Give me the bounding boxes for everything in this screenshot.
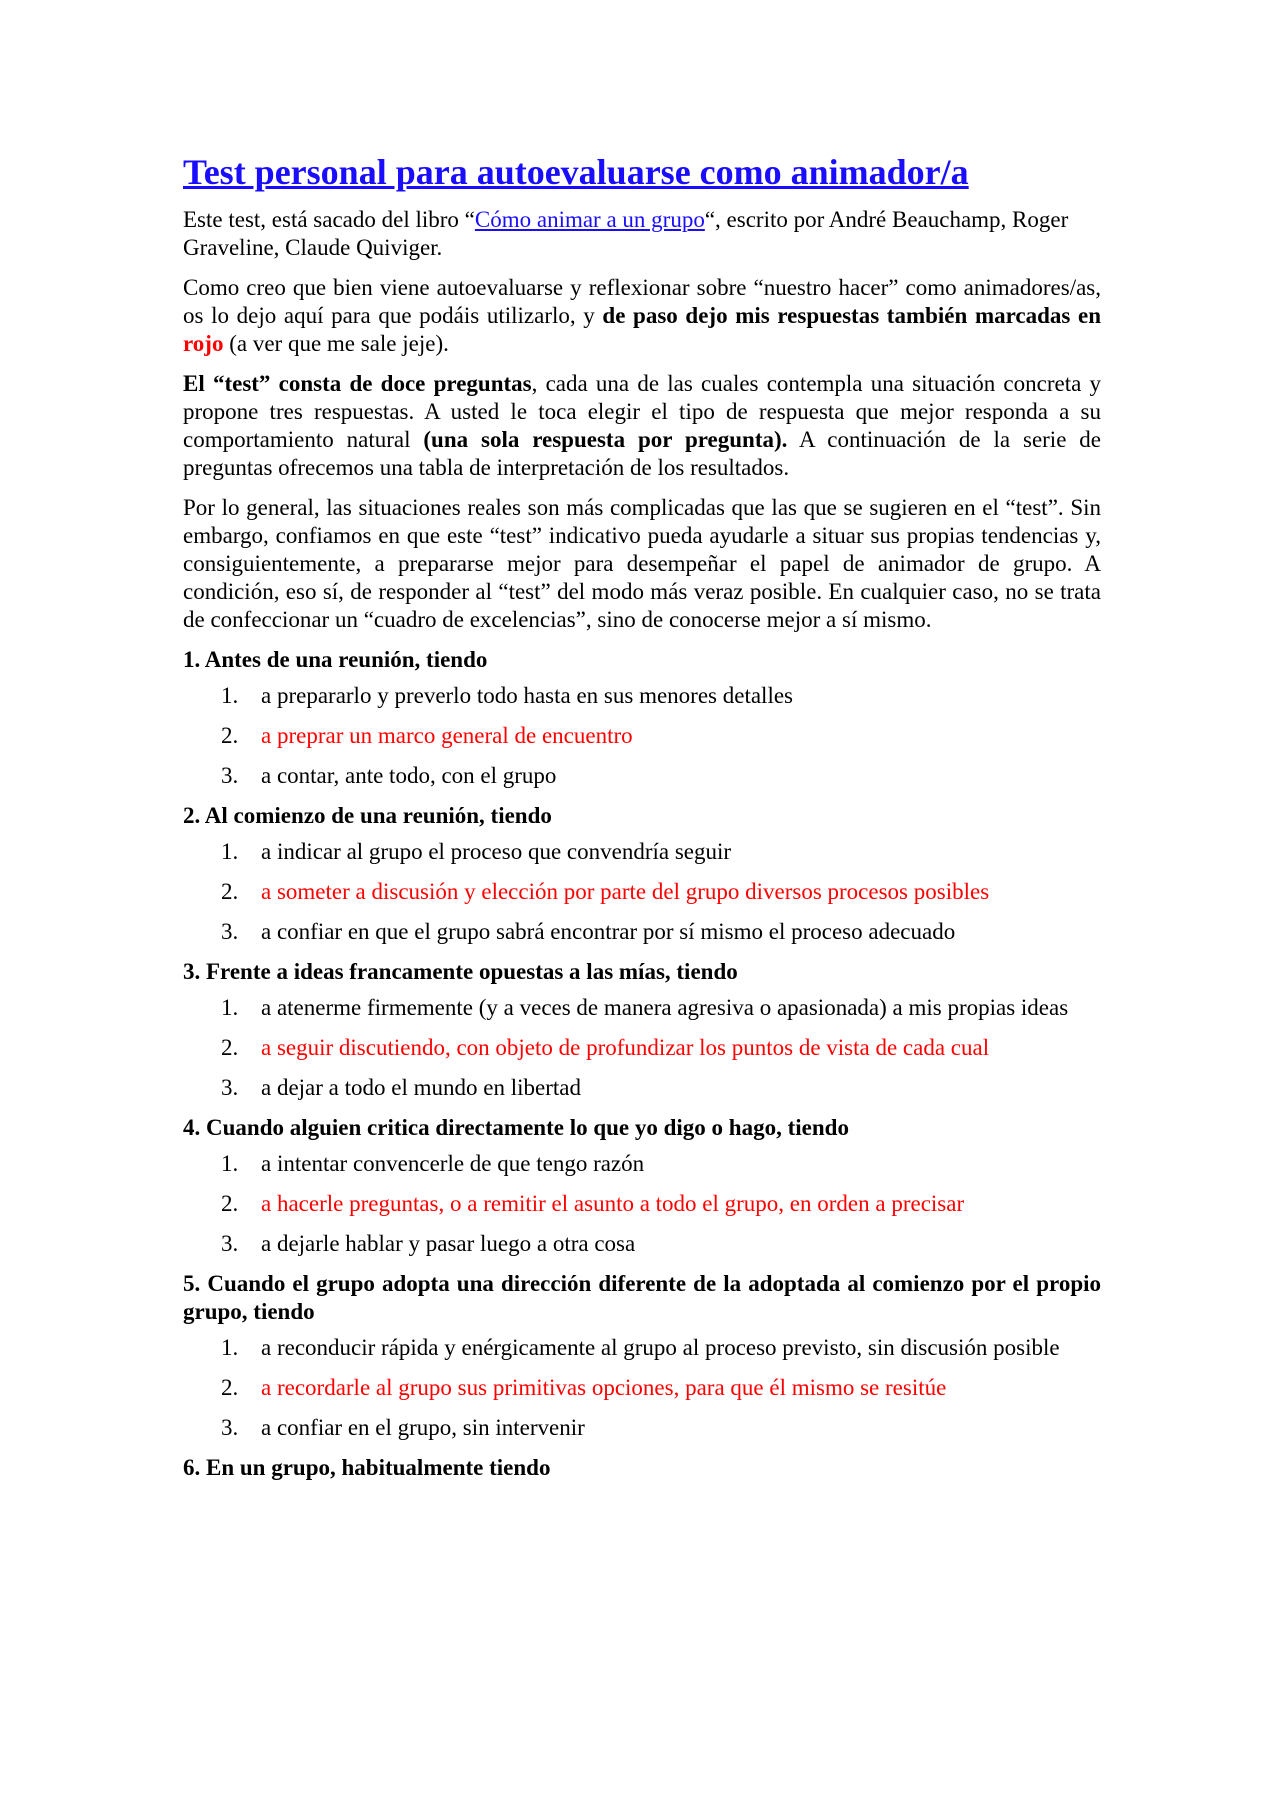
answer-list-5 xyxy=(183,1334,1101,1442)
answer-text: a prepararlo y preverlo todo hasta en sus menores detalles xyxy=(261,683,793,708)
answer-item-selected xyxy=(183,1034,1101,1062)
intro-text: A continuación de la serie de preguntas ofrecemos una tabla de interpretación de los resultados. xyxy=(183,427,1102,480)
intro-bold-text: El “test” consta de doce preguntas xyxy=(183,371,532,396)
question-2: 2. Al comienzo de una reunión, tiendo xyxy=(183,803,552,828)
answer-item-selected xyxy=(183,1190,1101,1218)
answer-text: a recordarle al grupo sus primitivas opciones, para que él mismo se resitúe xyxy=(261,1375,947,1400)
answer-text: a reconducir rápida y enérgicamente al grupo al proceso previsto, sin discusión posible xyxy=(261,1335,1060,1360)
answer-item xyxy=(183,1074,1101,1102)
answer-text: a hacerle preguntas, o a remitir el asunto a todo el grupo, en orden a precisar xyxy=(261,1191,965,1216)
answer-number: 1. xyxy=(221,839,239,864)
intro-bold-text: (una sola respuesta por pregunta). xyxy=(423,427,788,452)
answer-item-selected xyxy=(183,878,1101,906)
intro-text: Este test, está sacado del libro “ xyxy=(183,207,475,232)
answer-number: 1. xyxy=(221,683,239,708)
answer-text: a contar, ante todo, con el grupo xyxy=(261,763,557,788)
book-link[interactable]: Cómo animar a un grupo xyxy=(474,207,705,232)
intro-paragraph-4: Por lo general, las situaciones reales son más complicadas que las que se sugieren en el “test”. Sin embargo, confiamos en que este “test” indicativo pueda ayudarle a situar sus propias tendencias y, consiguientemente, a prepararse mejor para desempeñar el papel de animador de grupo. A condición, eso sí, de responder al “test” del modo más veraz posible. En cualquier caso, no se trata de confeccionar un “cuadro de excelencias”, sino de conocerse mejor a sí mismo. xyxy=(183,495,1101,632)
question-5: 5. Cuando el grupo adopta una dirección diferente de la adoptada al comienzo por el propio grupo, tiendo xyxy=(183,1271,1101,1324)
question-3: 3. Frente a ideas francamente opuestas a las mías, tiendo xyxy=(183,959,738,984)
question-1: 1. Antes de una reunión, tiendo xyxy=(183,647,488,672)
intro-text: , cada una de las cuales contempla una situación concreta y propone tres respuestas. A usted le toca elegir el tipo de respuesta que mejor responda a su comportamiento natural xyxy=(183,371,1102,452)
answer-number: 3. xyxy=(221,763,239,788)
question-4: 4. Cuando alguien critica directamente lo que yo digo o hago, tiendo xyxy=(183,1115,849,1140)
answer-list-2 xyxy=(183,838,1101,946)
answer-number: 3. xyxy=(221,1075,239,1100)
answer-list-1 xyxy=(183,682,1101,790)
answer-item xyxy=(183,1334,1101,1362)
answer-number: 2. xyxy=(221,723,239,748)
answer-text: a confiar en el grupo, sin intervenir xyxy=(261,1415,585,1440)
answer-item xyxy=(183,1230,1101,1258)
answer-text: a someter a discusión y elección por parte del grupo diversos procesos posibles xyxy=(261,879,990,904)
answer-number: 2. xyxy=(221,1375,239,1400)
answer-text: a indicar al grupo el proceso que convendría seguir xyxy=(261,839,732,864)
answer-number: 2. xyxy=(221,879,239,904)
answer-item xyxy=(183,838,1101,866)
answer-item xyxy=(183,762,1101,790)
intro-paragraph-2 xyxy=(183,274,1101,358)
answer-list-4 xyxy=(183,1150,1101,1258)
answer-item-selected xyxy=(183,722,1101,750)
title-link[interactable]: Test personal para autoevaluarse como animador/a xyxy=(183,152,969,192)
answer-number: 3. xyxy=(221,1415,239,1440)
intro-text: (a ver que me sale jeje). xyxy=(223,331,449,356)
intro-paragraph-3 xyxy=(183,370,1101,482)
answer-number: 2. xyxy=(221,1035,239,1060)
intro-bold-text: de paso dejo mis respuestas también marcadas en xyxy=(602,303,1101,328)
answer-item xyxy=(183,918,1101,946)
answer-number: 3. xyxy=(221,1231,239,1256)
answer-number: 1. xyxy=(221,995,239,1020)
answer-text: a atenerme firmemente (y a veces de manera agresiva o apasionada) a mis propias ideas xyxy=(261,995,1069,1020)
answer-item xyxy=(183,682,1101,710)
answer-number: 2. xyxy=(221,1191,239,1216)
answer-text: a dejar a todo el mundo en libertad xyxy=(261,1075,581,1100)
answer-text: a intentar convencerle de que tengo razón xyxy=(261,1151,645,1176)
answer-number: 3. xyxy=(221,919,239,944)
document-page xyxy=(183,150,1101,1490)
answer-number: 1. xyxy=(221,1151,239,1176)
intro-text: Como creo que bien viene autoevaluarse y reflexionar sobre “nuestro hacer” como animadores/as, os lo dejo aquí para que podáis utilizarlo, y xyxy=(183,275,1101,328)
page-title xyxy=(183,150,1101,194)
intro-text: “, escrito por André Beauchamp, Roger Graveline, Claude Quiviger. xyxy=(183,207,1069,260)
answer-item xyxy=(183,1150,1101,1178)
answer-number: 1. xyxy=(221,1335,239,1360)
answer-text: a preprar un marco general de encuentro xyxy=(261,723,633,748)
answer-list-3 xyxy=(183,994,1101,1102)
question-6: 6. En un grupo, habitualmente tiendo xyxy=(183,1455,551,1480)
answer-item xyxy=(183,1414,1101,1442)
intro-paragraph-1 xyxy=(183,206,1101,262)
answer-text: a dejarle hablar y pasar luego a otra cosa xyxy=(261,1231,636,1256)
red-word: rojo xyxy=(183,331,224,356)
answer-item xyxy=(183,994,1101,1022)
answer-text: a confiar en que el grupo sabrá encontrar por sí mismo el proceso adecuado xyxy=(261,919,956,944)
answer-item-selected xyxy=(183,1374,1101,1402)
answer-text: a seguir discutiendo, con objeto de profundizar los puntos de vista de cada cual xyxy=(261,1035,990,1060)
